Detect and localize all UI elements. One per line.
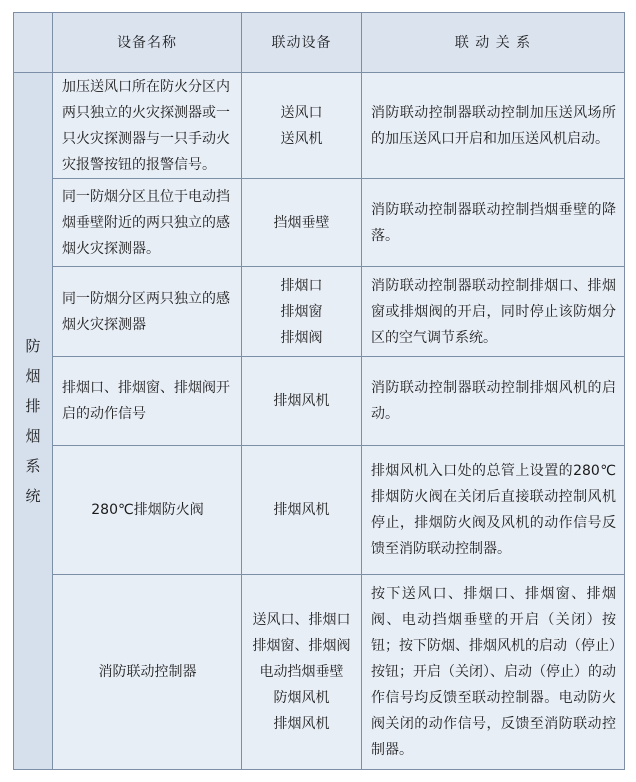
linkage-relation-cell: 消防联动控制器联动控制挡烟垂壁的降落。	[362, 179, 625, 267]
linked-device-cell: 排烟口 排烟窗 排烟阀	[242, 267, 362, 357]
header-linkage-relation: 联 动 关 系	[362, 13, 625, 73]
linkage-relation-cell: 按下送风口、排烟口、排烟窗、排烟阀、电动挡烟垂壁的开启（关闭）按钮；按下防烟、排烟风机的启动（停止）按钮；开启（关闭）、启动（停止）的动作信号均反馈至联动控制器。电动防火阀关闭的动作信号，反馈至消防联动控制器。	[362, 575, 625, 770]
header-row	[14, 13, 625, 73]
system-label: 防烟排烟系统	[25, 337, 41, 505]
linked-device-cell: 排烟风机	[242, 357, 362, 446]
table-container	[13, 12, 625, 770]
system-label-cell	[14, 73, 53, 770]
table-row	[14, 179, 625, 267]
device-name-cell: 加压送风口所在防火分区内两只独立的火灾探测器或一只火灾探测器与一只手动火灾报警按钮的报警信号。	[53, 73, 242, 179]
linked-device-cell: 送风口、排烟口 排烟窗、排烟阀 电动挡烟垂壁 防烟风机 排烟风机	[242, 575, 362, 770]
header-device-name: 设备名称	[53, 13, 242, 73]
device-name-cell: 消防联动控制器	[53, 575, 242, 770]
table-row	[14, 73, 625, 179]
linked-device-cell: 送风口 送风机	[242, 73, 362, 179]
table-row	[14, 575, 625, 770]
linkage-relation-cell: 消防联动控制器联动控制排烟风机的启动。	[362, 357, 625, 446]
linkage-relation-cell: 消防联动控制器联动控制排烟口、排烟窗或排烟阀的开启，同时停止该防烟分区的空气调节系统。	[362, 267, 625, 357]
linkage-relation-cell: 消防联动控制器联动控制加压送风场所的加压送风口开启和加压送风机启动。	[362, 73, 625, 179]
device-name-cell: 280℃排烟防火阀	[53, 446, 242, 575]
header-system	[14, 13, 53, 73]
device-name-cell: 同一防烟分区且位于电动挡烟垂壁附近的两只独立的感烟火灾探测器。	[53, 179, 242, 267]
linkage-relation-cell: 排烟风机入口处的总管上设置的280℃排烟防火阀在关闭后直接联动控制风机停止，排烟防火阀及风机的动作信号反馈至消防联动控制器。	[362, 446, 625, 575]
device-name-cell: 排烟口、排烟窗、排烟阀开启的动作信号	[53, 357, 242, 446]
linked-device-cell: 挡烟垂壁	[242, 179, 362, 267]
table-row	[14, 357, 625, 446]
linked-device-cell: 排烟风机	[242, 446, 362, 575]
table-row	[14, 267, 625, 357]
table-row	[14, 446, 625, 575]
linkage-table	[13, 12, 625, 770]
device-name-cell: 同一防烟分区两只独立的感烟火灾探测器	[53, 267, 242, 357]
header-linked-device: 联动设备	[242, 13, 362, 73]
